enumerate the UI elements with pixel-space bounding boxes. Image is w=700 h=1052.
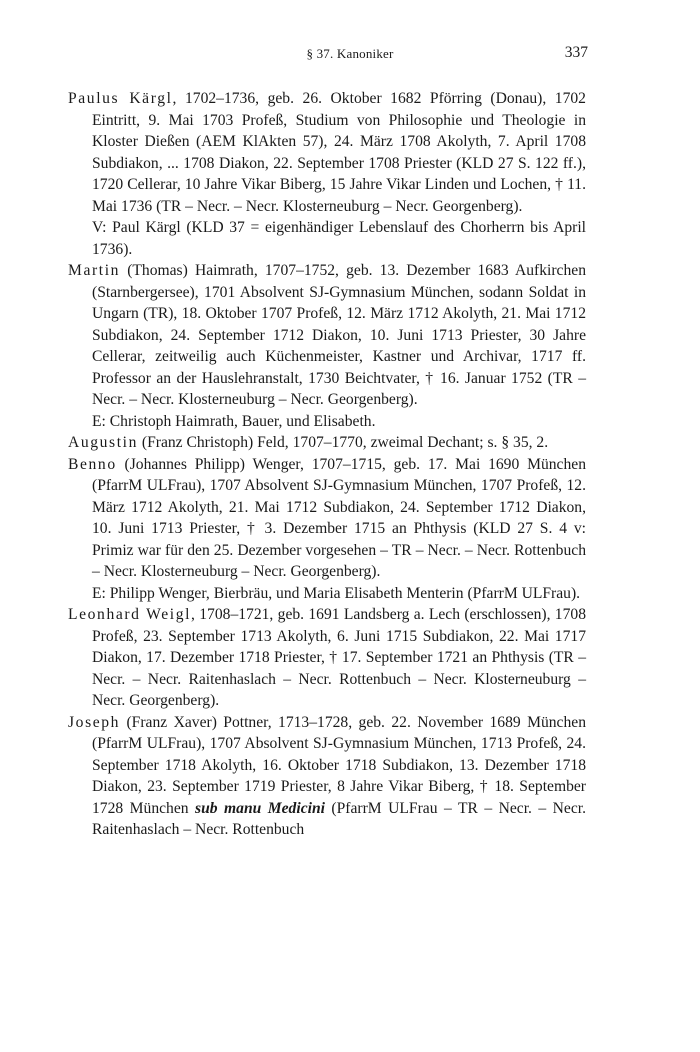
entry-paulus-kaergl [68, 88, 586, 217]
entry-augustin-feld [68, 432, 586, 454]
page-header [0, 44, 700, 68]
entry-name: Paulus Kärgl [68, 90, 173, 107]
entry-leonhard-weigl [68, 604, 586, 712]
page-number: 337 [564, 44, 588, 61]
entry-text-continued: (PfarrM ULFrau – TR – Necr. – Necr. Raitenhaslach – Necr. Rottenbuch [92, 799, 586, 838]
entry-text: (Franz Xaver) Pottner, 1713–1728, geb. 22. November 1689 München (PfarrM ULFrau), 1707 Absolvent SJ-Gymnasium München, 1713 Profeß, 24. September 1718 Akolyth, 16. Oktober 1718 Subdiakon, 13. Dezember 1718 Diakon, 23. September 1719 Priester, 8 Jahre Vikar Biberg, † 18. September 1728 München [92, 713, 586, 817]
entry-text: (Franz Christoph) Feld, 1707–1770, zweimal Dechant; s. § 35, 2. [137, 434, 549, 451]
entry-note: E: Philipp Wenger, Bierbräu, und Maria Elisabeth Menterin (PfarrM ULFrau). [92, 584, 581, 602]
entry-text: , 1708–1721, geb. 1691 Landsberg a. Lech (erschlossen), 1708 Profeß, 23. September 1713 Akolyth, 6. Juni 1715 Subdiakon, 22. Mai 1717 Diakon, 17. Dezember 1718 Priester, † 17. September 1721 an Phthysis (TR – Necr. – Necr. Raitenhaslach – Necr. Rottenbuch – Necr. Klosterneuburg – Necr. Georgenberg). [92, 606, 586, 709]
entry-italic-text: sub manu Medicini [195, 799, 325, 817]
entry-text: (Thomas) Haimrath, 1707–1752, geb. 13. Dezember 1683 Aufkirchen (Starnbergersee), 1701 Absolvent SJ-Gymnasium München, sodann Soldat in Ungarn (TR), 18. Oktober 1707 Profeß, 12. März 1712 Akolyth, 21. Mai 1712 Subdiakon, 24. September 1712 Diakon, 10. Juni 1713 Priester, 30 Jahre Cellerar, zeitweilig auch Küchenmeister, Kastner und Archivar, 1717 ff. Professor an der Hauslehranstalt, 1730 Beichtvater, † 16. Januar 1752 (TR – Necr. – Necr. Klosterneuburg – Necr. Georgenberg). [92, 262, 586, 408]
running-title: § 37. Kanoniker [306, 46, 394, 61]
entry-martin-haimrath [68, 260, 586, 411]
entry-note: E: Christoph Haimrath, Bauer, und Elisabeth. [92, 412, 376, 430]
entry-note: V: Paul Kärgl (KLD 37 = eigenhändiger Lebenslauf des Chorherrn bis April 1736). [92, 219, 586, 258]
entry-name: Martin [68, 262, 121, 279]
entry-text: (Johannes Philipp) Wenger, 1707–1715, geb. 17. Mai 1690 München (PfarrM ULFrau), 1707 Absolvent SJ-Gymnasium München, 1707 Profeß, 12. März 1712 Akolyth, 21. Mai 1712 Subdiakon, 24. September 1712 Diakon, 10. Juni 1713 Priester, † 3. Dezember 1715 an Phthysis (KLD 27 S. 4 v: Primiz war für den 25. Dezember vorgesehen – TR – Necr. – Necr. Rottenbuch – Necr. Klosterneuburg – Necr. Georgenberg). [92, 455, 586, 580]
entry-benno-wenger [68, 454, 586, 583]
entry-text: , 1702–1736, geb. 26. Oktober 1682 Pförring (Donau), 1702 Eintritt, 9. Mai 1703 Profeß, Studium von Philosophie und Theologie in Kloster Dießen (AEM KlAkten 57), 24. März 1708 Akolyth, 7. April 1708 Subdiakon, ... 1708 Diakon, 22. September 1708 Priester (KLD 27 S. 122 ff.), 1720 Cellerar, 10 Jahre Vikar Biberg, 15 Jahre Vikar Linden und Lochen, † 11. Mai 1736 (TR – Necr. – Necr. Klosterneuburg – Necr. Georgenberg). [92, 90, 586, 215]
entry-name: Joseph [68, 713, 121, 731]
entry-name: Augustin [68, 434, 138, 451]
entry-name: Benno [68, 455, 117, 473]
text-block [68, 88, 586, 841]
entry-joseph-pottner [68, 712, 586, 841]
entry-name: Leonhard Weigl [68, 606, 192, 623]
